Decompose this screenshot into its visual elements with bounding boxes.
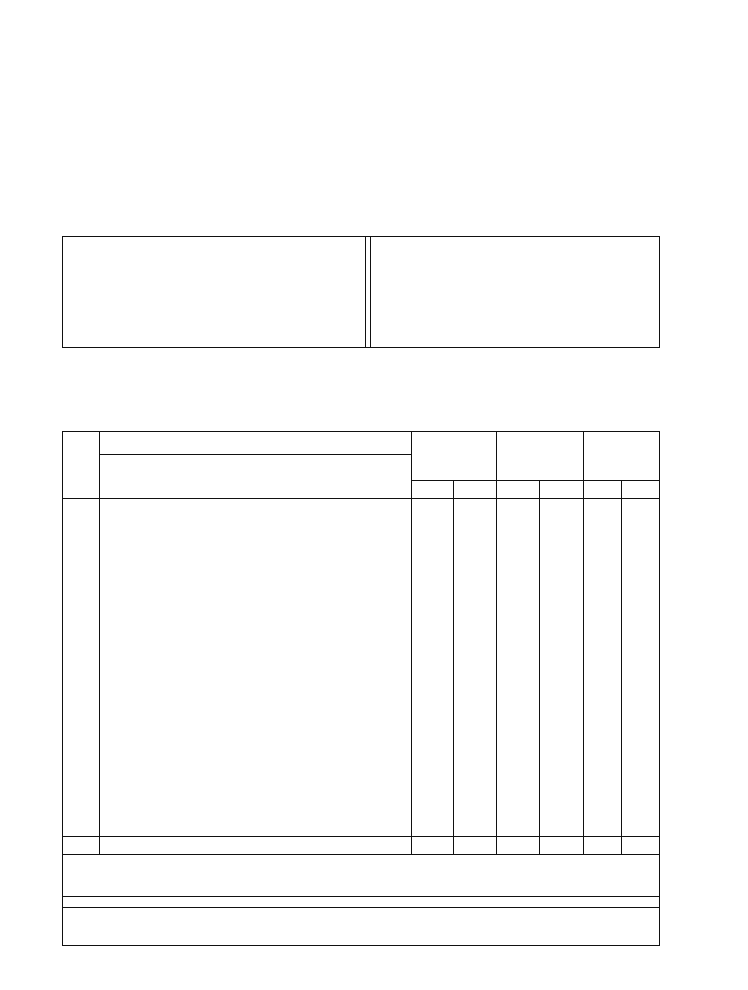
col-sep-participation-units <box>539 480 540 854</box>
rates-divider <box>365 237 371 347</box>
subscriptions-table <box>62 431 660 855</box>
col-sep-titles <box>411 432 412 854</box>
col-sep-codes <box>99 432 100 854</box>
header-bottom-line <box>63 498 659 499</box>
administration-box <box>62 896 660 946</box>
subscriptions-heading <box>0 400 748 414</box>
header-row-line <box>411 480 659 481</box>
col-sep-participation <box>583 432 584 854</box>
col-sep-france <box>496 432 497 854</box>
editions-underline <box>99 454 411 455</box>
exchange-rates-box <box>62 236 660 348</box>
col-sep-france-units <box>453 480 454 854</box>
table-bottom-line <box>63 836 659 837</box>
col-sep-etranger-units <box>621 480 622 854</box>
